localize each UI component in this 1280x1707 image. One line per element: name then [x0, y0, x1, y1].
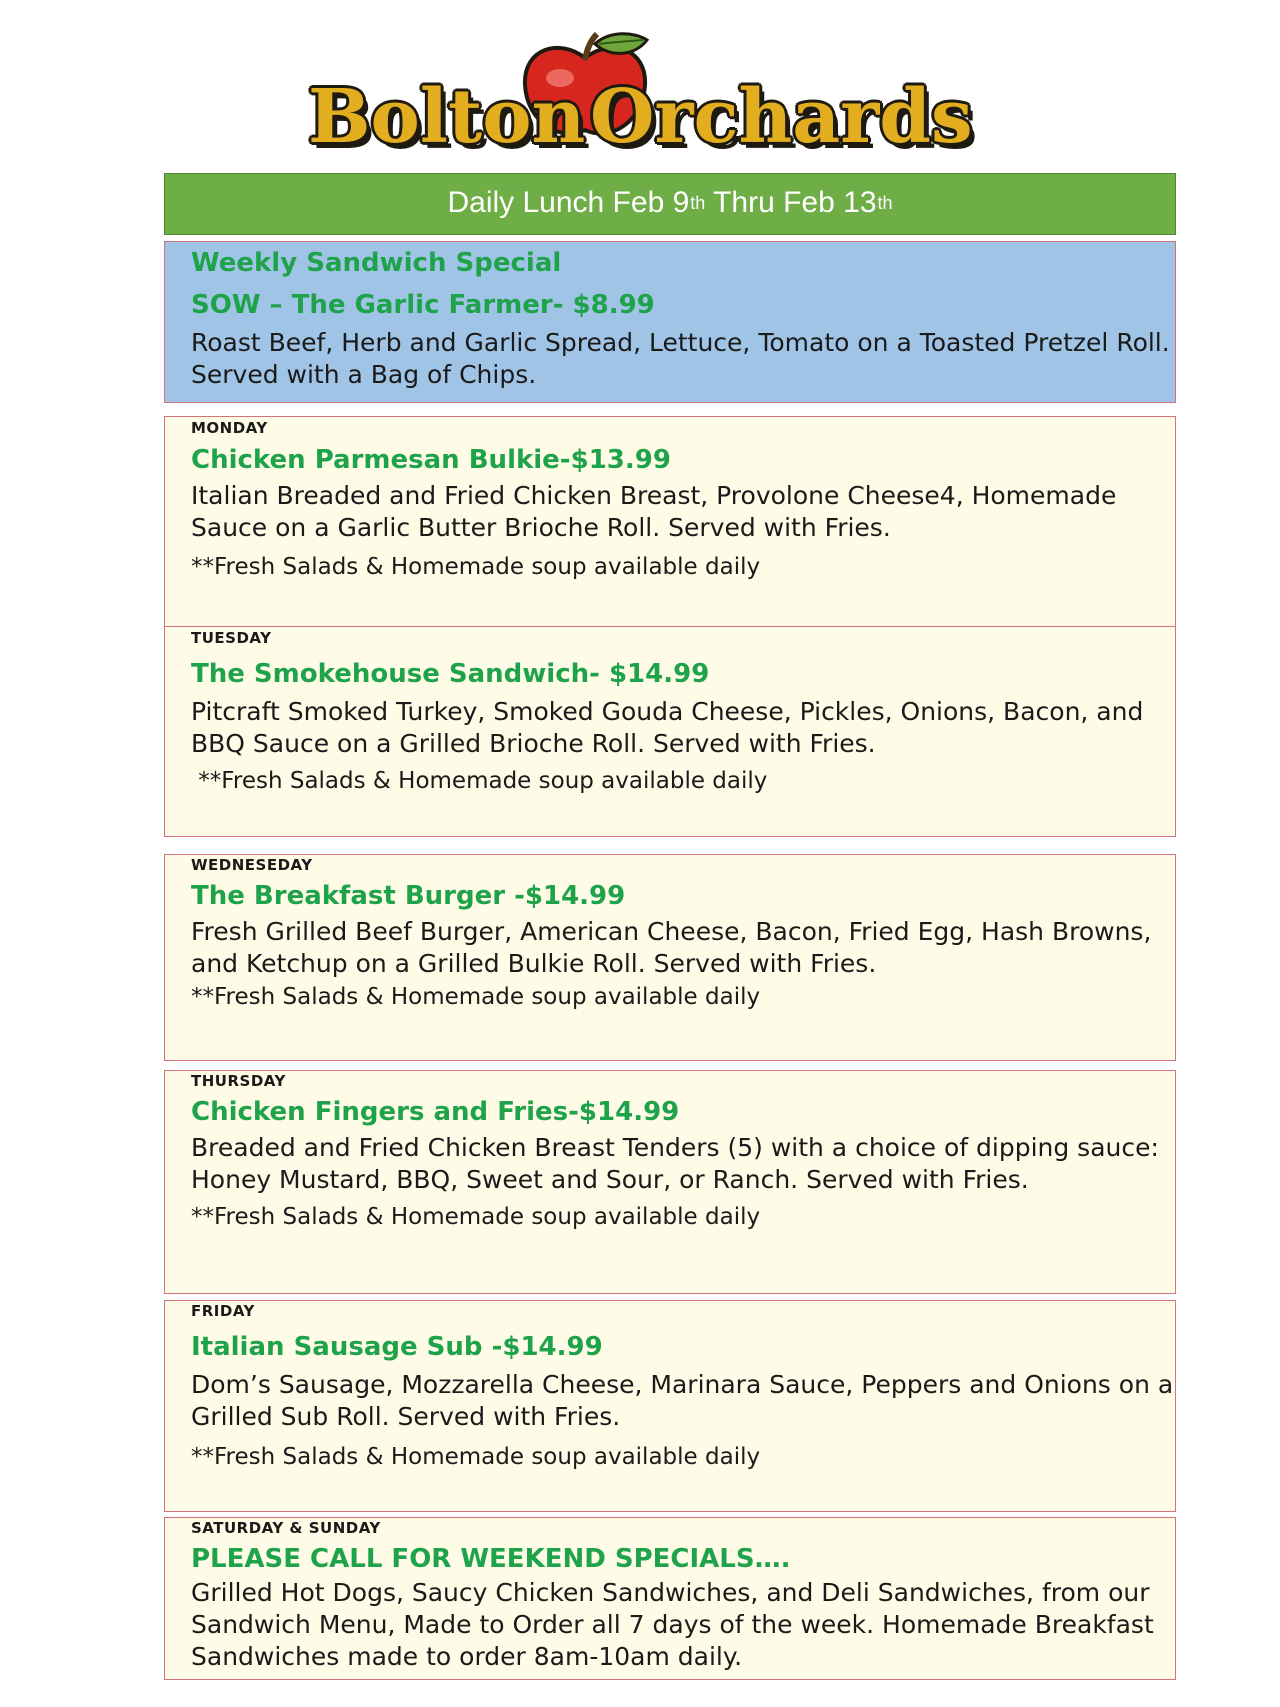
item-title: Italian Sausage Sub -$14.99	[191, 1332, 603, 1362]
banner-middle: Thru Feb 13	[705, 186, 877, 219]
special-label: Weekly Sandwich Special	[191, 248, 562, 278]
item-note: **Fresh Salads & Homemade soup available daily	[191, 1444, 761, 1470]
item-title: Chicken Fingers and Fries-$14.99	[191, 1097, 680, 1127]
item-note: **Fresh Salads & Homemade soup available daily	[191, 1204, 761, 1230]
day-label: SATURDAY & SUNDAY	[191, 1519, 381, 1537]
menu-day-weekend	[164, 1517, 1176, 1680]
item-desc: Fresh Grilled Beef Burger, American Cheese, Bacon, Fried Egg, Hash Browns, and Ketchup on a Grilled Bulkie Roll. Served with Fries.	[191, 917, 1152, 978]
item-desc: Pitcraft Smoked Turkey, Smoked Gouda Cheese, Pickles, Onions, Bacon, and BBQ Sauce on a Grilled Brioche Roll. Served with Fries.	[191, 697, 1144, 758]
bolton-orchards-logo	[300, 30, 1000, 160]
banner-sup-1: th	[690, 192, 706, 213]
item-title: The Smokehouse Sandwich- $14.99	[191, 659, 710, 689]
special-desc: Roast Beef, Herb and Garlic Spread, Lettuce, Tomato on a Toasted Pretzel Roll. Served with a Bag of Chips.	[191, 328, 1170, 389]
item-title: PLEASE CALL FOR WEEKEND SPECIALS….	[191, 1544, 791, 1574]
banner-prefix: Daily Lunch Feb 9	[447, 186, 690, 219]
item-desc: Grilled Hot Dogs, Saucy Chicken Sandwiches, and Deli Sandwiches, from our Sandwich Menu, Made to Order all 7 days of the week. Homemade Breakfast Sandwiches made to order 8am-10am daily.	[191, 1578, 1154, 1671]
logo-word-orchards: Orchards	[590, 74, 973, 160]
menu-day-thursday	[164, 1070, 1176, 1294]
item-title: Chicken Parmesan Bulkie-$13.99	[191, 445, 671, 475]
item-note: **Fresh Salads & Homemade soup available daily	[191, 768, 768, 794]
day-label: WEDNESEDAY	[191, 856, 313, 874]
menu-day-friday	[164, 1300, 1176, 1512]
menu-day-tuesday	[164, 626, 1176, 837]
item-title: The Breakfast Burger -$14.99	[191, 881, 626, 911]
item-note: **Fresh Salads & Homemade soup available daily	[191, 984, 761, 1010]
menu-day-monday	[164, 416, 1176, 627]
item-note: **Fresh Salads & Homemade soup available daily	[191, 554, 761, 580]
item-desc: Italian Breaded and Fried Chicken Breast, Provolone Cheese4, Homemade Sauce on a Garlic Butter Brioche Roll. Served with Fries.	[191, 481, 1117, 542]
banner-sup-2: th	[877, 192, 893, 213]
day-label: TUESDAY	[191, 629, 272, 647]
menu-day-wednesday	[164, 854, 1176, 1061]
day-label: MONDAY	[191, 419, 268, 437]
day-label: FRIDAY	[191, 1302, 255, 1320]
weekly-special-box	[164, 241, 1176, 403]
menu-date-banner	[164, 173, 1176, 235]
item-desc: Breaded and Fried Chicken Breast Tenders (5) with a choice of dipping sauce: Honey Mustard, BBQ, Sweet and Sour, or Ranch. Served with Fries.	[191, 1133, 1159, 1194]
logo-word-bolton: Bolton	[308, 74, 586, 160]
special-title: SOW – The Garlic Farmer- $8.99	[191, 290, 655, 320]
item-desc: Dom’s Sausage, Mozzarella Cheese, Marinara Sauce, Peppers and Onions on a Grilled Sub Roll. Served with Fries.	[191, 1370, 1174, 1431]
day-label: THURSDAY	[191, 1072, 286, 1090]
